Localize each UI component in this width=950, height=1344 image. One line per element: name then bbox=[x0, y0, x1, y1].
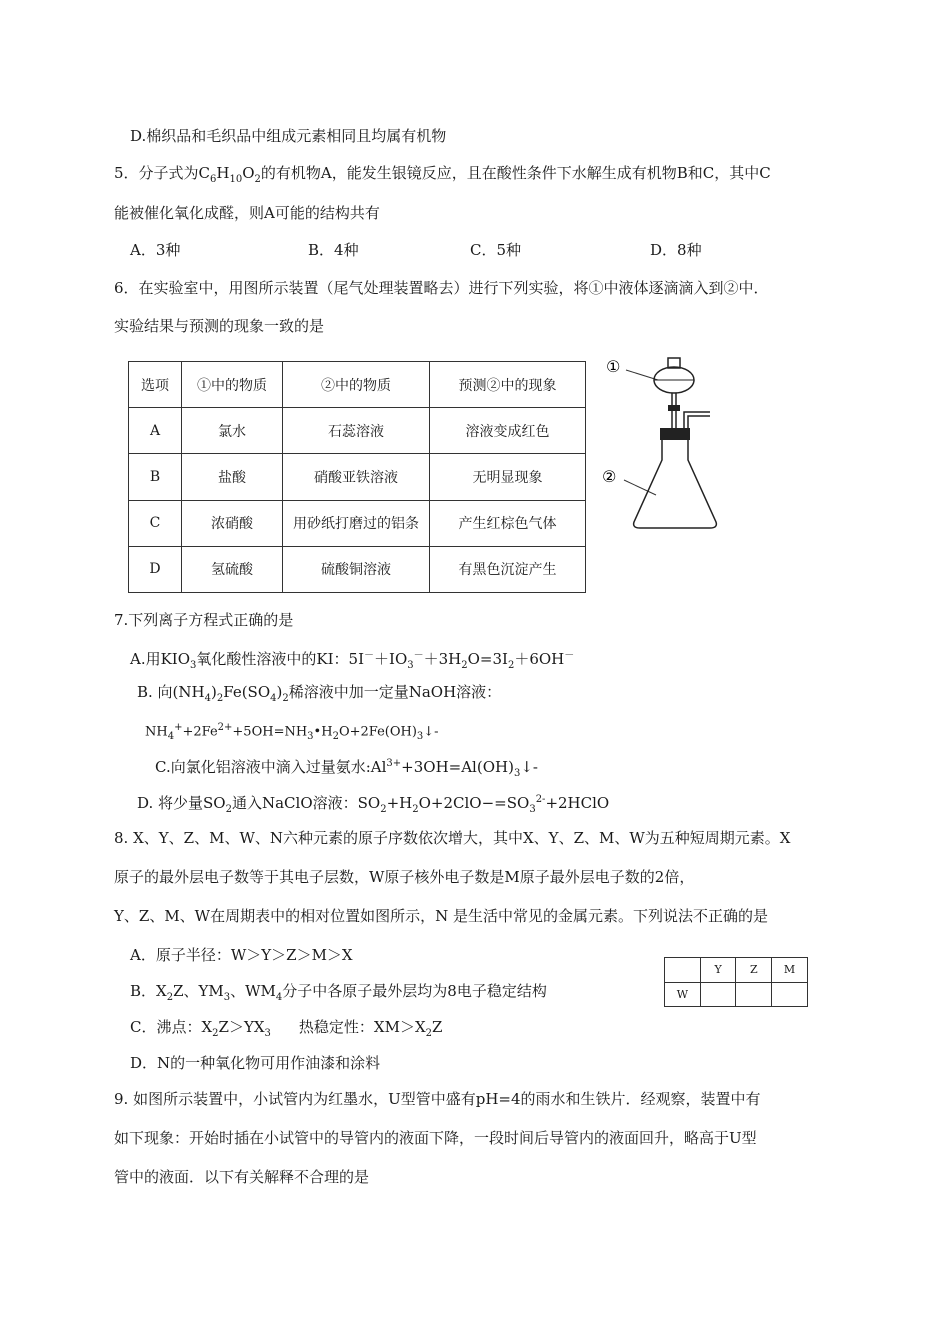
table-cell: 产生红棕色气体 bbox=[430, 500, 586, 546]
q7-stem: 7.下列离子方程式正确的是 bbox=[114, 611, 294, 629]
table-cell: 氯水 bbox=[182, 408, 283, 454]
q5-stem-line2: 能被催化氧化成醛，则A可能的结构共有 bbox=[114, 204, 380, 222]
q8-option-d: D．N的一种氧化物可用作油漆和涂料 bbox=[130, 1054, 381, 1072]
q8-stem-line2: 原子的最外层电子数等于其电子层数，W原子核外电子数是M原子最外层电子数的2倍， bbox=[114, 868, 695, 886]
table-cell: D bbox=[129, 546, 182, 592]
q8-stem-line3: Y、Z、M、W在周期表中的相对位置如图所示，N 是生活中常见的金属元素。下列说法不正确的是 bbox=[114, 907, 768, 925]
table-row bbox=[129, 546, 586, 592]
table-cell: B bbox=[129, 454, 182, 500]
grid-cell bbox=[700, 982, 736, 1007]
grid-cell: W bbox=[665, 982, 701, 1007]
table-header-row bbox=[129, 362, 586, 408]
q6-stem-line2: 实验结果与预测的现象一致的是 bbox=[114, 317, 325, 335]
table-cell: 浓硝酸 bbox=[182, 500, 283, 546]
label-2: ② bbox=[602, 467, 617, 486]
q6-stem-line1: 6．在实验室中，用图所示装置（尾气处理装置略去）进行下列实验，将①中液体逐滴滴入到②中． bbox=[114, 279, 769, 297]
grid-cell: Z bbox=[736, 958, 772, 983]
q7-option-b-equation: $NH_4^++2Fe^{2+}+5OH=NH_3•H_2O+2Fe(OH)_3↓-$ bbox=[145, 722, 439, 742]
q7-option-c: C.向氯化铝溶液中滴入过量氨水$:Al^{3+}+3OH=Al(OH)_3↓-$ bbox=[155, 758, 538, 779]
table-cell: 盐酸 bbox=[182, 454, 283, 500]
table-header-cell: 预测②中的现象 bbox=[430, 362, 586, 408]
table-row bbox=[129, 408, 586, 454]
q6-options-table bbox=[128, 361, 586, 593]
table-cell: 溶液变成红色 bbox=[430, 408, 586, 454]
q5-option-b: B．4种 bbox=[308, 241, 359, 259]
table-header-cell: ①中的物质 bbox=[182, 362, 283, 408]
q5-option-d: D．8种 bbox=[650, 241, 702, 259]
grid-cell: M bbox=[772, 958, 808, 983]
grid-row bbox=[665, 958, 808, 983]
table-header-cell: ②中的物质 bbox=[283, 362, 430, 408]
q4-option-d: D.棉织品和毛织品中组成元素相同且均属有机物 bbox=[130, 127, 447, 145]
q8-option-c: C．沸点：$X_2Z>YX_3$ 热稳定性：$XM>X_2Z$ bbox=[130, 1018, 443, 1039]
q9-stem-line2: 如下现象：开始时插在小试管中的导管内的液面下降，一段时间后导管内的液面回升，略高于U型 bbox=[114, 1129, 757, 1147]
grid-cell bbox=[736, 982, 772, 1007]
table-cell: A bbox=[129, 408, 182, 454]
grid-cell bbox=[665, 958, 701, 983]
grid-cell: Y bbox=[700, 958, 736, 983]
q8-option-b: B．$X_2Z$、$YM_3$、$WM_4$分子中各原子最外层均为8电子稳定结构 bbox=[130, 982, 547, 1003]
table-cell: 无明显现象 bbox=[430, 454, 586, 500]
q8-option-a: A．原子半径：W＞Y＞Z＞M＞X bbox=[130, 946, 353, 964]
q9-stem-line3: 管中的液面．以下有关解释不合理的是 bbox=[114, 1168, 370, 1186]
q7-option-b: B. 向$(NH_4)_2Fe(SO_4)_2$稀溶液中加一定量NaOH溶液： bbox=[137, 683, 502, 704]
q5-option-a: A．3种 bbox=[130, 241, 181, 259]
grid-row bbox=[665, 982, 808, 1007]
table-cell: 氢硫酸 bbox=[182, 546, 283, 592]
periodic-position-grid bbox=[664, 957, 808, 1007]
grid-cell bbox=[772, 982, 808, 1007]
table-cell: 石蕊溶液 bbox=[283, 408, 430, 454]
table-cell: C bbox=[129, 500, 182, 546]
q5-stem-line1: 5．分子式为$C_6H_{10}O_2$的有机物A，能发生银镜反应，且在酸性条件下水解生成有机物B和C，其中C bbox=[114, 164, 771, 185]
table-cell: 有黑色沉淀产生 bbox=[430, 546, 586, 592]
q7-option-d: D. 将少量$SO_2$通入NaClO溶液：$SO_2+H_2O+2ClO-=SO_3^{2-}+2HClO$ bbox=[137, 794, 610, 815]
table-cell: 用砂纸打磨过的铝条 bbox=[283, 500, 430, 546]
table-header-cell: 选项 bbox=[129, 362, 182, 408]
q7-option-a: A.用$KIO_3$氧化酸性溶液中的KI：$5I^-+IO_3^-+3H_2O=3I_2+6OH^-$ bbox=[130, 650, 575, 671]
table-row bbox=[129, 454, 586, 500]
table-row bbox=[129, 500, 586, 546]
q9-stem-line1: 9. 如图所示装置中，小试管内为红墨水，U型管中盛有pH=4的雨水和生铁片．经观察，装置中有 bbox=[114, 1090, 761, 1108]
table-cell: 硝酸亚铁溶液 bbox=[283, 454, 430, 500]
table-cell: 硫酸铜溶液 bbox=[283, 546, 430, 592]
label-1: ① bbox=[606, 357, 621, 376]
apparatus-diagram bbox=[596, 350, 726, 535]
q8-stem-line1: 8. X、Y、Z、M、W、N六种元素的原子序数依次增大，其中X、Y、Z、M、W为五种短周期元素。X bbox=[114, 829, 791, 847]
q5-option-c: C．5种 bbox=[470, 241, 522, 259]
